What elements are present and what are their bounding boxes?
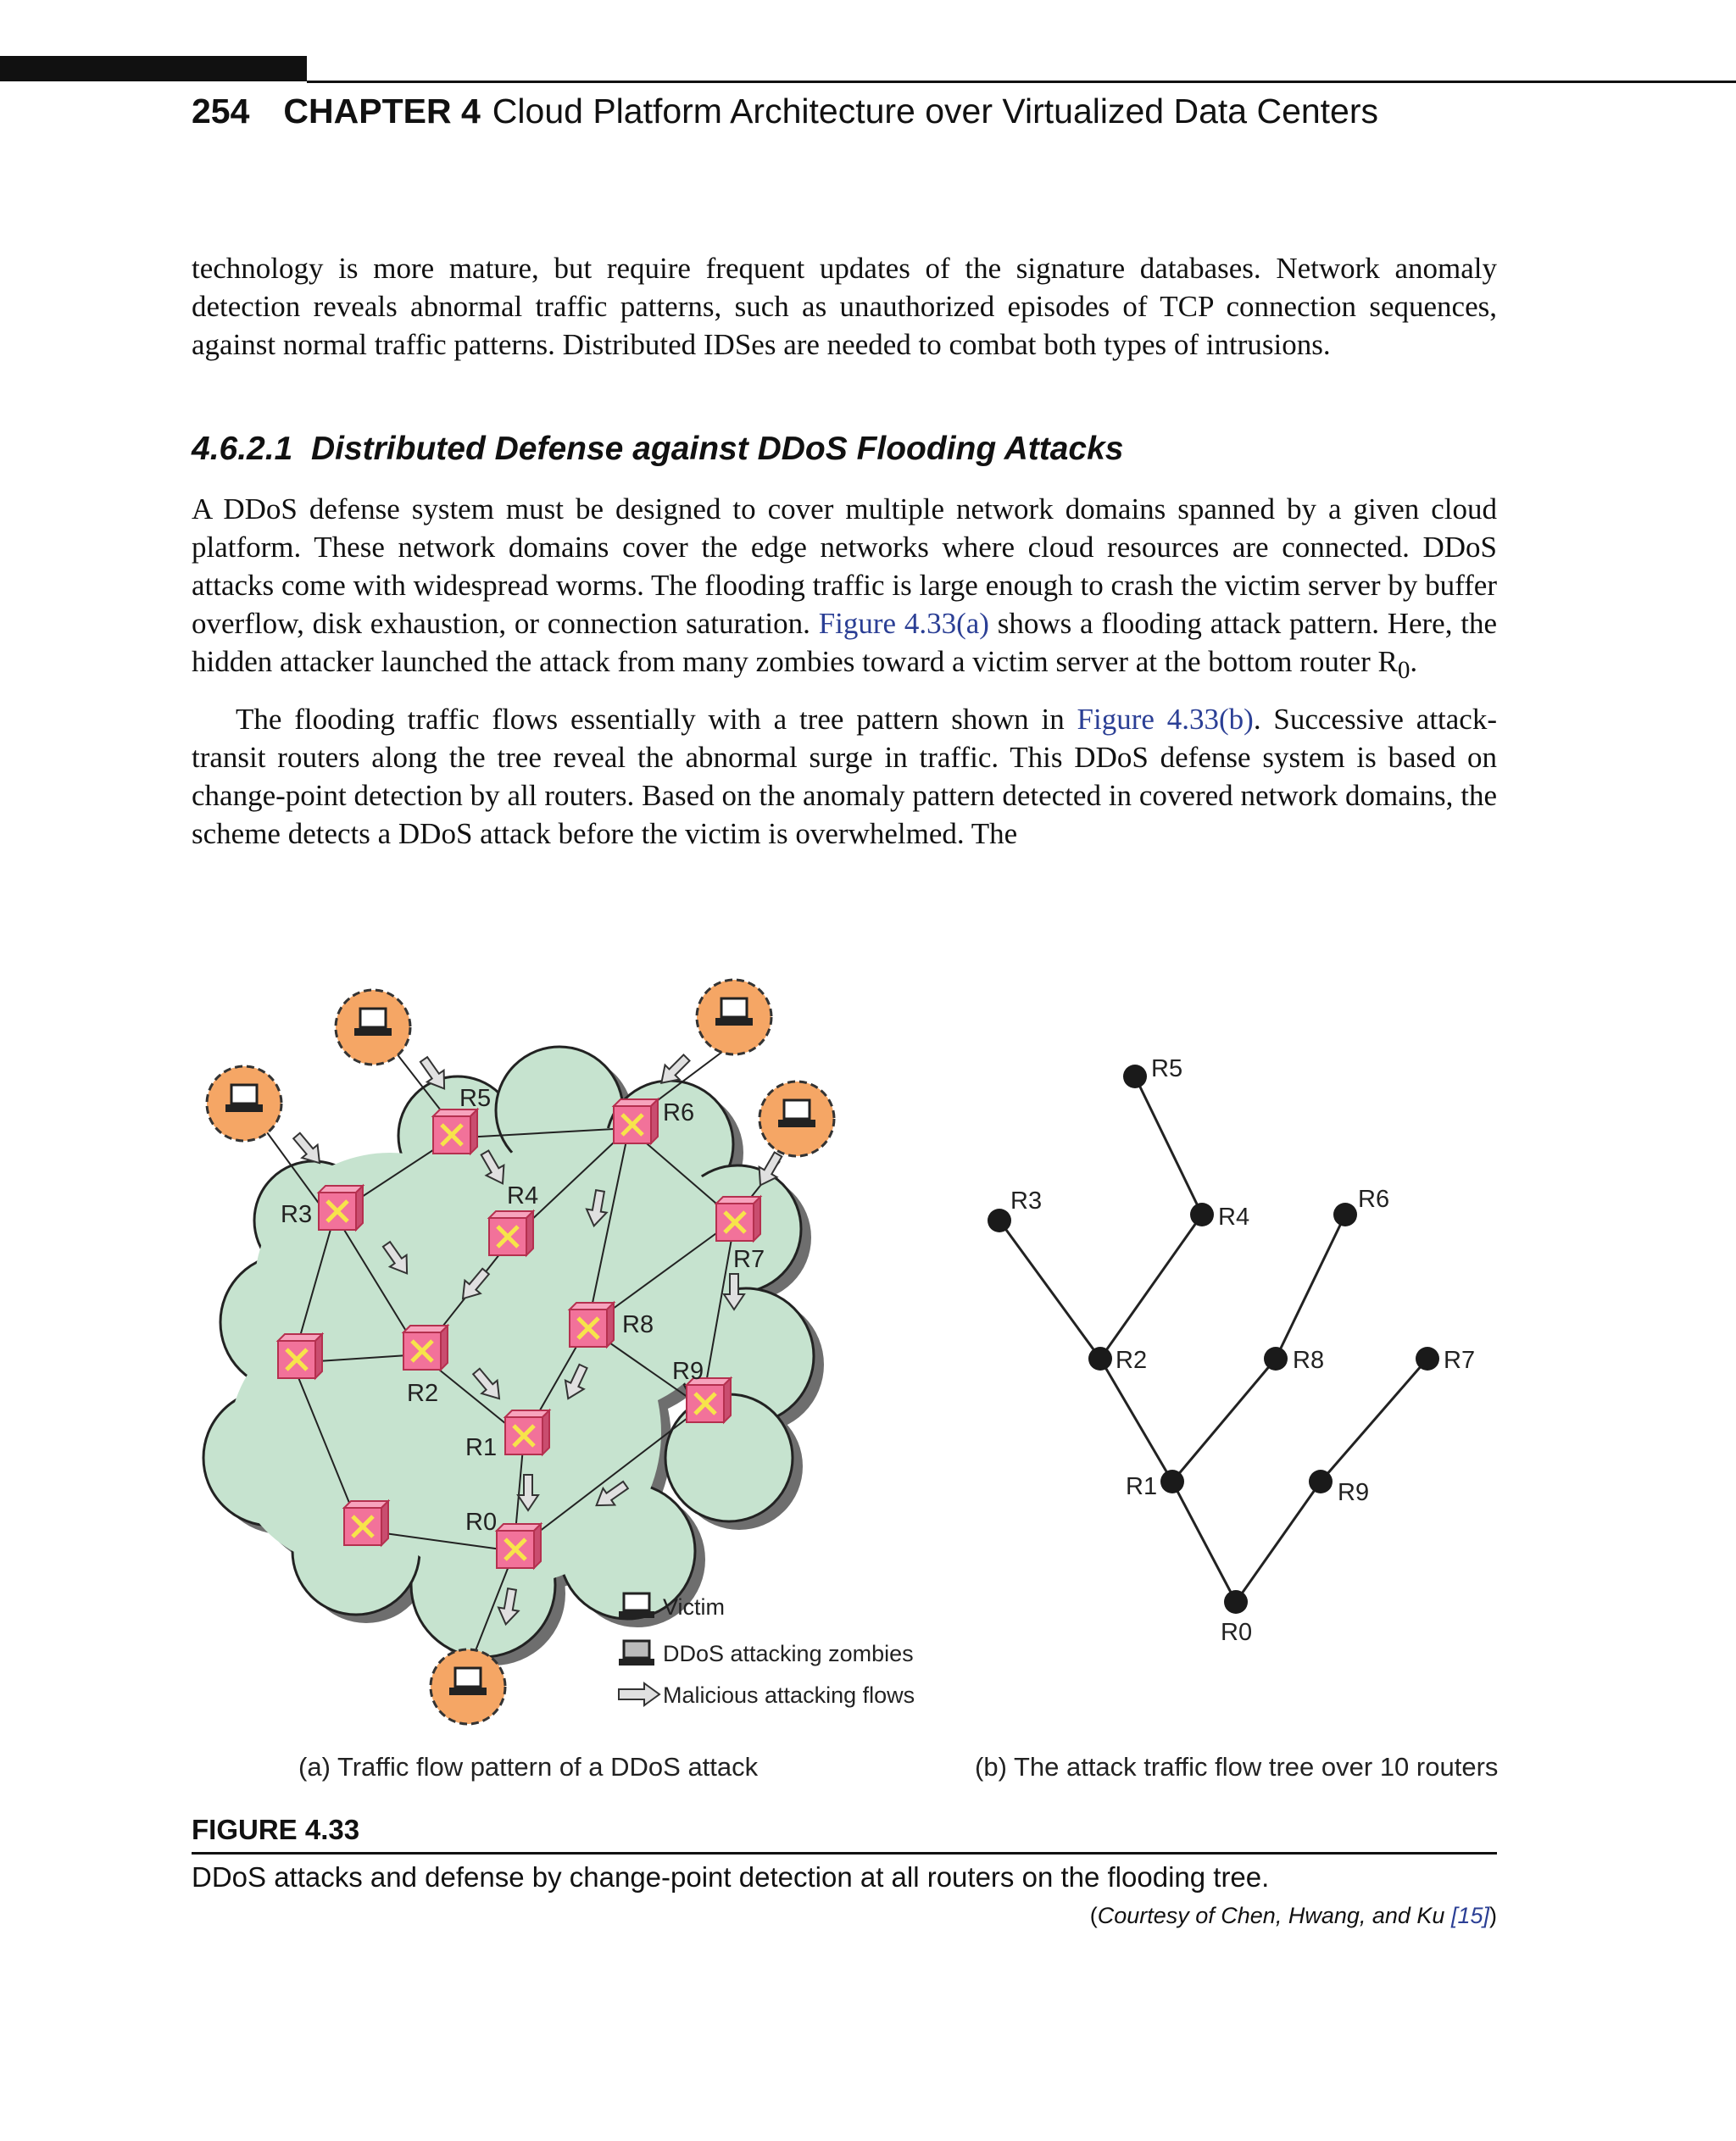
tree-label-r1: R1 xyxy=(1126,1473,1158,1500)
label-r9: R9 xyxy=(672,1358,704,1385)
router-r4 xyxy=(489,1211,533,1255)
credit-open: ( xyxy=(1089,1903,1098,1928)
tree-edges xyxy=(999,1076,1427,1602)
tree-label-r9: R9 xyxy=(1338,1479,1370,1506)
tree-node-r0 xyxy=(1224,1590,1248,1614)
subfigure-b-caption: (b) The attack traffic flow tree over 10 routers xyxy=(975,1752,1499,1782)
paragraph-2-part2: shows a flooding attack pattern. Here, the hidden attacker launched the attack from many zombies toward a victim server at the bottom router R xyxy=(192,607,1497,678)
chapter-label: CHAPTER 4 xyxy=(283,92,481,131)
tree-label-r2: R2 xyxy=(1116,1347,1148,1374)
section-number: 4.6.2.1 xyxy=(192,431,293,467)
reference-link[interactable]: [15] xyxy=(1450,1903,1489,1928)
paragraph-1-text: technology is more mature, but require frequent updates of the signature databases. Network anomaly detection reveals abnormal traffic patterns, such as unauthorized episodes of TCP connection sequences, against normal traffic patterns. Distributed IDSes are needed to combat both types of intrusions. xyxy=(192,252,1497,361)
tree-node-r3 xyxy=(988,1209,1011,1232)
tree-label-r6: R6 xyxy=(1358,1186,1390,1213)
figure-4-33 xyxy=(0,932,1736,1805)
router-r6 xyxy=(614,1099,658,1143)
tree-node-r8 xyxy=(1264,1347,1288,1371)
paragraph-2-part1: A DDoS defense system must be designed to cover multiple network domains spanned by a given cloud platform. These network domains cover the edge networks where cloud resources are connected. DDoS attacks come with widespread worms. The flooding traffic is large enough to crash the victim server by buffer overflow, disk exhaustion, or connection saturation. xyxy=(192,492,1497,640)
tree-nodes xyxy=(988,1065,1439,1614)
router-r5 xyxy=(433,1109,477,1154)
section-title: Distributed Defense against DDoS Flooding Attacks xyxy=(310,431,1124,467)
router-r1 xyxy=(505,1410,549,1454)
router-r8 xyxy=(570,1303,614,1347)
figure-link-b[interactable]: Figure 4.33(b) xyxy=(1077,703,1254,736)
tree-node-r6 xyxy=(1333,1203,1357,1226)
tree-node-r9 xyxy=(1309,1470,1333,1493)
tree-labels xyxy=(1010,1055,1475,1646)
label-r1: R1 xyxy=(465,1434,498,1461)
figure-credit xyxy=(1090,1903,1497,1929)
router-r0 xyxy=(497,1524,541,1568)
tree-node-r5 xyxy=(1123,1065,1147,1088)
router-r3 xyxy=(319,1186,363,1230)
paragraph-1 xyxy=(192,249,1497,364)
label-r5: R5 xyxy=(459,1085,492,1112)
figure-label: FIGURE 4.33 xyxy=(192,1814,360,1845)
zombie-host-4 xyxy=(760,1082,834,1156)
credit-close: ) xyxy=(1489,1903,1497,1928)
r0-subscript: 0 xyxy=(1397,657,1410,684)
tree-node-r7 xyxy=(1416,1347,1439,1371)
subfigure-a-caption: (a) Traffic flow pattern of a DDoS attack xyxy=(298,1752,759,1782)
tree-label-r4: R4 xyxy=(1218,1204,1250,1231)
tree-label-r8: R8 xyxy=(1293,1347,1325,1374)
credit-text: Courtesy of Chen, Hwang, and Ku xyxy=(1097,1903,1451,1928)
paragraph-2-end: . xyxy=(1410,645,1418,678)
paragraph-3 xyxy=(192,700,1497,853)
tree-node-r4 xyxy=(1190,1203,1214,1226)
paragraph-2 xyxy=(192,490,1497,690)
paragraph-3-part2: . Successive attack-transit routers along the tree reveal the abnormal surge in traffic. This DDoS defense system is based on change-point detection by all routers. Based on the anomaly pattern detected in covered network domains, the scheme detects a DDoS attack before the victim is overwhelmed. The xyxy=(192,703,1498,850)
router-r2 xyxy=(403,1326,448,1370)
zombie-icon xyxy=(619,1641,654,1666)
label-r2: R2 xyxy=(407,1380,439,1407)
tree-label-r3: R3 xyxy=(1010,1187,1043,1215)
victim-host xyxy=(431,1649,505,1724)
legend-flows: Malicious attacking flows xyxy=(663,1682,915,1708)
label-r4: R4 xyxy=(507,1182,539,1210)
router-r-bottom-left xyxy=(344,1501,388,1545)
header-bar xyxy=(0,56,307,81)
tree-node-r1 xyxy=(1160,1470,1184,1493)
router-r-left xyxy=(278,1334,322,1378)
section-heading xyxy=(192,431,1123,468)
legend-victim: Victim xyxy=(663,1594,726,1620)
tree-label-r7: R7 xyxy=(1444,1347,1476,1374)
tree-label-r5: R5 xyxy=(1151,1055,1183,1082)
label-r0: R0 xyxy=(465,1509,498,1536)
zombie-host-1 xyxy=(207,1066,281,1141)
router-r7 xyxy=(716,1197,760,1241)
flow-arrow-icon xyxy=(619,1683,659,1705)
figure-caption: DDoS attacks and defense by change-point detection at all routers on the flooding tree. xyxy=(192,1861,1270,1893)
label-r6: R6 xyxy=(663,1099,695,1126)
tree-label-r0: R0 xyxy=(1221,1619,1253,1646)
zombie-host-3 xyxy=(697,980,771,1054)
header-rule xyxy=(307,81,1736,83)
figure-rule xyxy=(192,1852,1497,1855)
label-r3: R3 xyxy=(281,1201,313,1228)
victim-icon xyxy=(619,1593,654,1618)
label-r7: R7 xyxy=(733,1246,765,1273)
page-number: 254 xyxy=(192,92,250,131)
tree-node-r2 xyxy=(1088,1347,1112,1371)
chapter-title: Cloud Platform Architecture over Virtualized Data Centers xyxy=(492,92,1379,131)
label-r8: R8 xyxy=(622,1311,654,1338)
zombie-host-2 xyxy=(336,990,410,1065)
legend-zombies: DDoS attacking zombies xyxy=(663,1641,914,1666)
running-head xyxy=(192,92,1378,131)
paragraph-3-part1: The flooding traffic flows essentially with a tree pattern shown in xyxy=(236,703,1077,736)
legend xyxy=(619,1593,915,1708)
figure-link-a[interactable]: Figure 4.33(a) xyxy=(818,607,989,640)
